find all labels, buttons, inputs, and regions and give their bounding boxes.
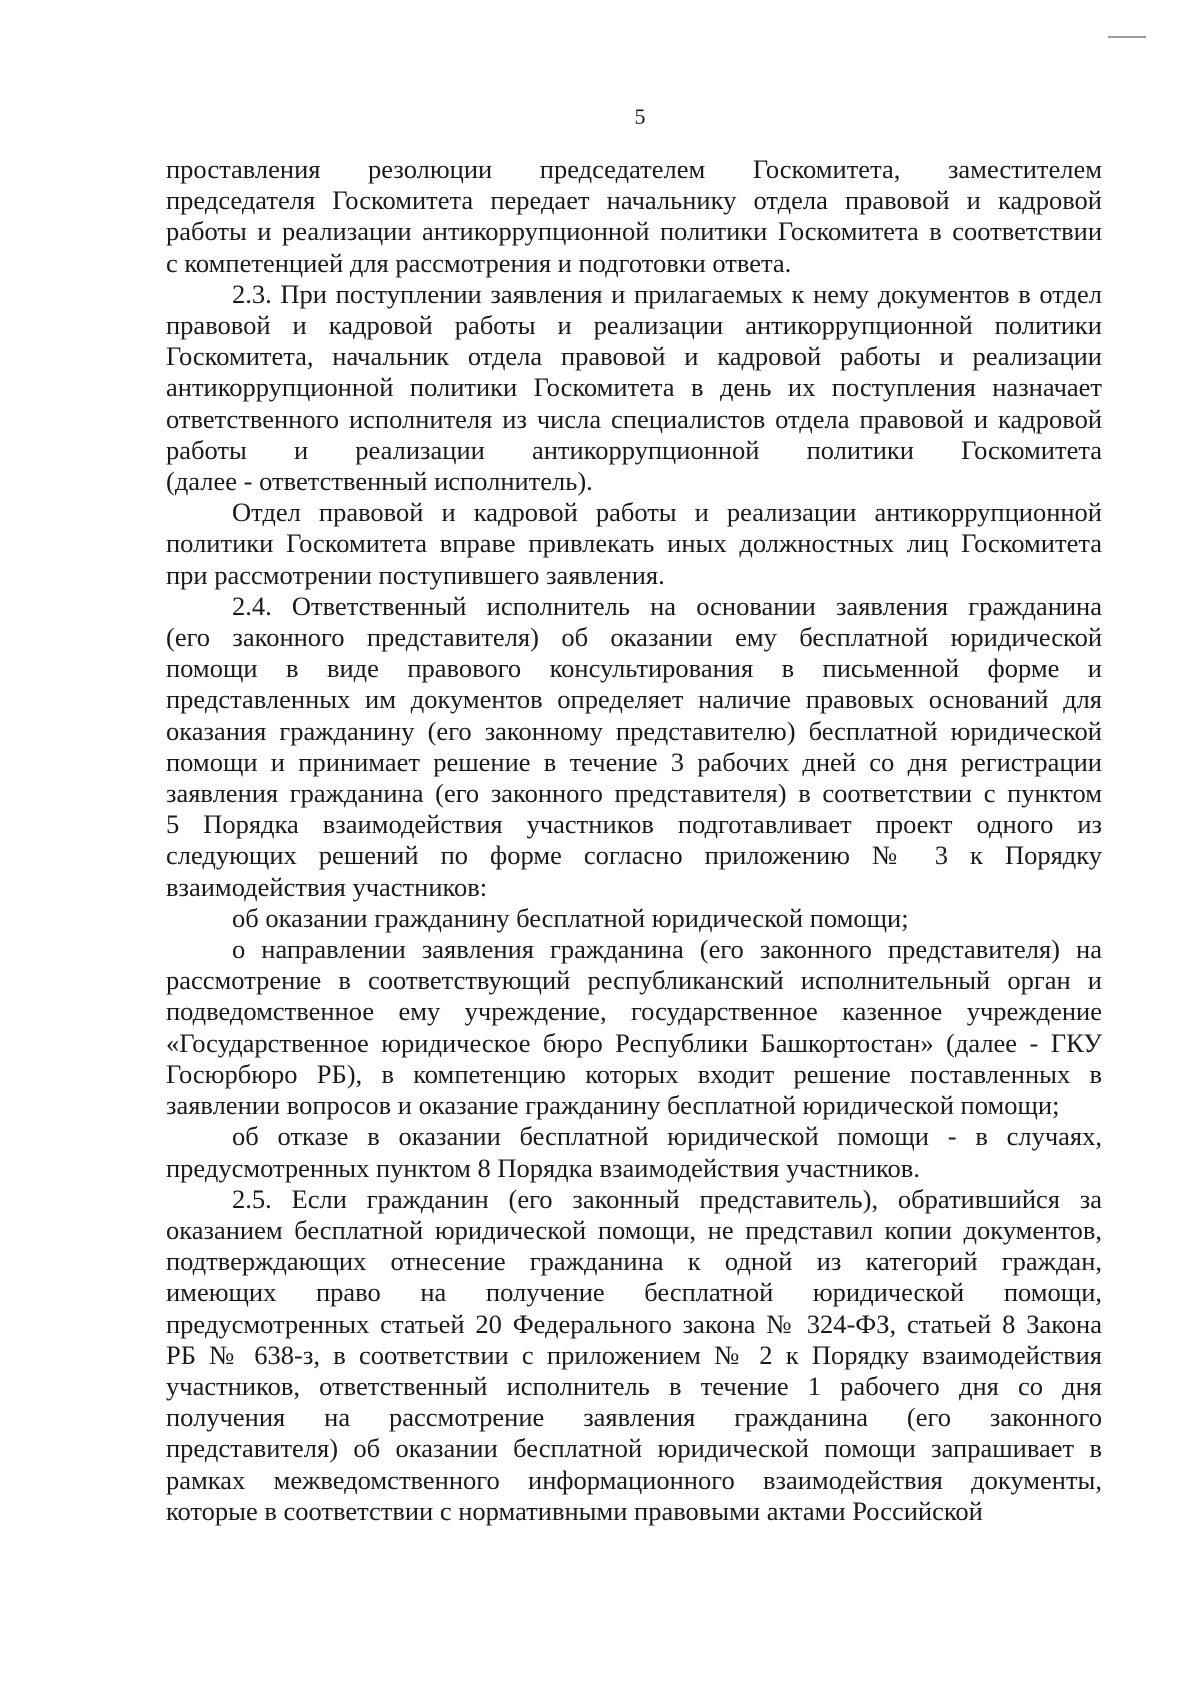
text-line: (его законного представителя) об оказании ему бесплатной юридической xyxy=(166,622,1102,653)
paragraph xyxy=(166,903,1102,934)
text-line: РБ № 638-з, в соответствии с приложением № 2 к Порядку взаимодействия xyxy=(166,1339,1102,1370)
text-line: взаимодействия участников: xyxy=(166,871,488,902)
paragraph xyxy=(166,1184,1102,1527)
text-line: председателя Госкомитета передает начальнику отдела правовой и кадровой xyxy=(166,185,1102,216)
text-line: антикоррупционной политики Госкомитета в день их поступления назначает xyxy=(166,372,1102,403)
text-line: работы и реализации антикоррупционной политики Госкомитета xyxy=(166,434,1102,465)
text-line: предусмотренных пунктом 8 Порядка взаимодействия участников. xyxy=(166,1152,920,1183)
text-line: которые в соответствии с нормативными правовыми актами Российской xyxy=(166,1495,983,1526)
text-line: оказания гражданину (его законному представителю) бесплатной юридической xyxy=(166,715,1102,746)
text-line: правовой и кадровой работы и реализации антикоррупционной политики xyxy=(166,310,1102,341)
text-line: Госюрбюро РБ), в компетенцию которых входит решение поставленных в xyxy=(166,1058,1102,1089)
text-line: Отдел правовой и кадровой работы и реализации антикоррупционной xyxy=(232,497,1102,528)
paragraph xyxy=(166,154,1102,279)
text-line: подтверждающих отнесение гражданина к одной из категорий граждан, xyxy=(166,1246,1102,1277)
paragraph xyxy=(166,591,1102,903)
text-line: о направлении заявления гражданина (его законного представителя) на xyxy=(232,934,1102,965)
text-line: следующих решений по форме согласно приложению № 3 к Порядку xyxy=(166,840,1102,871)
text-line: участников, ответственный исполнитель в течение 1 рабочего дня со дня xyxy=(166,1370,1102,1401)
text-line: имеющих право на получение бесплатной юридической помощи, xyxy=(166,1277,1102,1308)
text-line: рамках межведомственного информационного взаимодействия документы, xyxy=(166,1464,1102,1495)
page-number: 5 xyxy=(634,104,646,129)
text-line: политики Госкомитета вправе привлекать иных должностных лиц Госкомитета xyxy=(166,528,1102,559)
text-line: представленных им документов определяет наличие правовых оснований для xyxy=(166,684,1102,715)
text-line: ответственного исполнителя из числа специалистов отдела правовой и кадровой xyxy=(166,403,1102,434)
scan-artifact xyxy=(1108,36,1146,38)
text-line: оказанием бесплатной юридической помощи, не представил копии документов, xyxy=(166,1214,1102,1245)
text-line: подведомственное ему учреждение, государственное казенное учреждение xyxy=(166,996,1102,1027)
text-line: при рассмотрении поступившего заявления. xyxy=(166,559,665,590)
text-line: 2.4. Ответственный исполнитель на основании заявления гражданина xyxy=(232,590,1102,621)
text-line: 2.5. Если гражданин (его законный представитель), обратившийся за xyxy=(232,1183,1102,1214)
document-body xyxy=(166,154,1102,1527)
text-line: с компетенцией для рассмотрения и подготовки ответа. xyxy=(166,247,792,278)
text-line: об оказании гражданину бесплатной юридической помощи; xyxy=(232,902,909,933)
text-line: проставления резолюции председателем Госкомитета, заместителем xyxy=(166,154,1102,184)
paragraph xyxy=(166,934,1102,1121)
paragraph xyxy=(166,279,1102,497)
text-line: 2.3. При поступлении заявления и прилагаемых к нему документов в отдел xyxy=(232,278,1102,309)
text-line: предусмотренных статьей 20 Федерального закона № 324-ФЗ, статьей 8 Закона xyxy=(166,1308,1102,1339)
text-line: рассмотрение в соответствующий республиканский исполнительный орган и xyxy=(166,965,1102,996)
text-line: работы и реализации антикоррупционной политики Госкомитета в соответствии xyxy=(166,216,1102,247)
text-line: 5 Порядка взаимодействия участников подготавливает проект одного из xyxy=(166,809,1102,840)
text-line: заявлении вопросов и оказание гражданину бесплатной юридической помощи; xyxy=(166,1090,1060,1121)
text-line: помощи и принимает решение в течение 3 рабочих дней со дня регистрации xyxy=(166,746,1102,777)
paragraph xyxy=(166,1121,1102,1183)
text-line: «Государственное юридическое бюро Республики Башкортостан» (далее - ГКУ xyxy=(166,1027,1102,1058)
text-line: (далее - ответственный исполнитель). xyxy=(166,466,593,497)
text-line: об отказе в оказании бесплатной юридической помощи - в случаях, xyxy=(232,1121,1102,1152)
text-line: Госкомитета, начальник отдела правовой и кадровой работы и реализации xyxy=(166,341,1102,372)
paragraph xyxy=(166,497,1102,591)
text-line: получения на рассмотрение заявления гражданина (его законного xyxy=(166,1402,1102,1433)
text-line: заявления гражданина (его законного представителя) в соответствии с пунктом xyxy=(166,778,1102,809)
text-line: представителя) об оказании бесплатной юридической помощи запрашивает в xyxy=(166,1433,1102,1464)
text-line: помощи в виде правового консультирования в письменной форме и xyxy=(166,653,1102,684)
